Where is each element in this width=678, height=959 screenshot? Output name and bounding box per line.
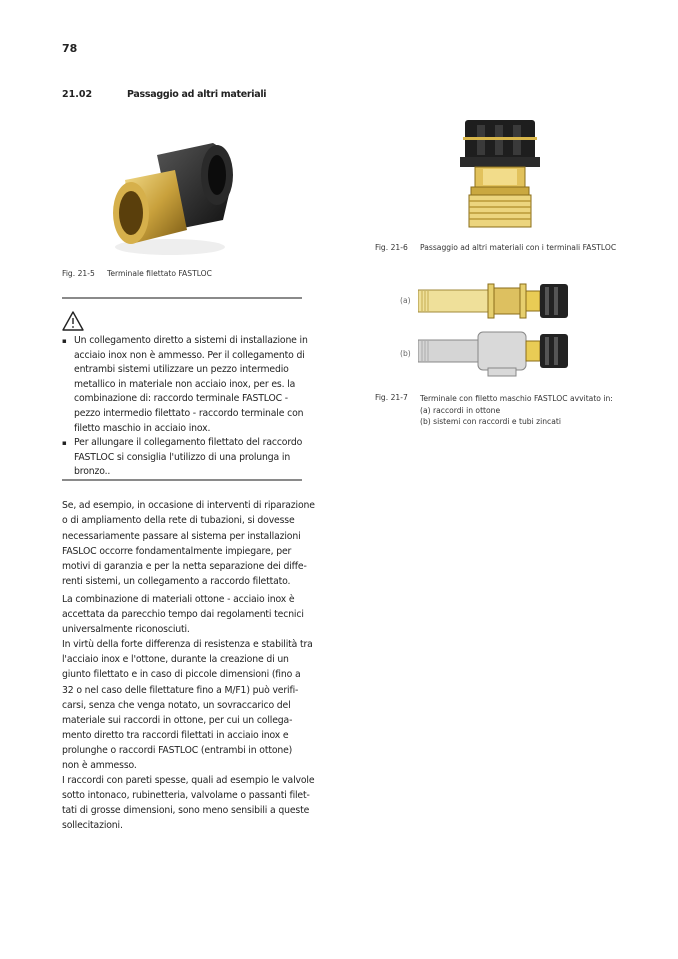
fig-21-7-caption <box>420 393 613 428</box>
text-line: prolunghe o raccordi FASTLOC (entrambi in ottone) <box>62 744 293 756</box>
fastloc-fitting-image <box>95 135 240 260</box>
text-line: combinazione di: raccordo terminale FASTLOC - <box>74 393 289 405</box>
text-line: motivi di garanzia e per la netta separazione dei diffe- <box>62 561 307 573</box>
text-line: ▪ Per allungare il collegamento filettato del raccordo <box>74 437 303 449</box>
section-number: 21.02 <box>62 89 93 100</box>
divider <box>62 479 302 481</box>
fig-21-5-caption: Terminale filettato FASTLOC <box>107 269 212 278</box>
text-line: pezzo intermedio filettato - raccordo terminale con <box>74 407 304 419</box>
marker-a: (a) <box>400 296 411 305</box>
caption-line: (b) sistemi con raccordi e tubi zincati <box>420 417 561 426</box>
text-line: acciaio inox non è ammesso. Per il collegamento di <box>74 349 305 361</box>
marker-b: (b) <box>400 349 411 358</box>
text-line: accettata da parecchio tempo dai regolamenti tecnici <box>62 609 304 621</box>
text-line: In virtù della forte differenza di resistenza e stabilità tra <box>62 639 313 651</box>
text-line: giunto filettato e in caso di piccole dimensioni (fino a <box>62 669 301 681</box>
text-line: FASTLOC si consiglia l'utilizzo di una prolunga in <box>74 451 291 463</box>
text-line: bronzo.. <box>74 466 111 478</box>
warning-list <box>62 334 308 480</box>
section-title: Passaggio ad altri materiali <box>127 89 267 100</box>
warning-bullet <box>62 436 308 480</box>
page-number: 78 <box>62 42 78 55</box>
text-line: Se, ad esempio, in occasione di interventi di riparazione <box>62 500 315 511</box>
fastloc-assembly-drawing <box>418 282 573 382</box>
text-line: 32 o nel caso delle filettature fino a M/F1) può verifi- <box>62 684 299 696</box>
text-line: mento diretto tra raccordi filettati in acciaio inox e <box>62 729 289 741</box>
divider <box>62 297 302 299</box>
text-line: sollecitazioni. <box>62 820 123 832</box>
fastloc-terminal-drawing <box>455 115 545 235</box>
text-line: filetto maschio in acciaio inox. <box>74 422 211 434</box>
warning-bullet <box>62 334 308 436</box>
fig-21-6-caption: Passaggio ad altri materiali con i terminali FASTLOC <box>420 243 617 252</box>
text-line: l'acciaio inox e l'ottone, durante la creazione di un <box>62 654 289 666</box>
text-line: carsi, senza che venga notato, un sovraccarico del <box>62 699 291 711</box>
text-line: I raccordi con pareti spesse, quali ad esempio le valvole <box>62 775 315 787</box>
text-line: renti sistemi, un collegamento a raccordo filettato. <box>62 576 291 588</box>
text-line: tati di grosse dimensioni, sono meno sensibili a queste <box>62 805 310 817</box>
text-line: La combinazione di materiali ottone - acciaio inox è <box>62 594 295 605</box>
text-line: necessariamente passare al sistema per installazioni <box>62 530 301 542</box>
fig-21-7-label: Fig. 21-7 <box>375 393 408 402</box>
text-line: entrambi sistemi utilizzare un pezzo intermedio <box>74 364 289 376</box>
text-line: metallico in materiale non acciaio inox, per es. la <box>74 378 296 390</box>
text-line: universalmente riconosciuti. <box>62 624 190 636</box>
paragraph-2 <box>62 592 314 834</box>
text-line: non è ammesso. <box>62 760 137 772</box>
caption-line: (a) raccordi in ottone <box>420 405 501 415</box>
text-line: FASLOC occorre fondamentalmente impiegare, per <box>62 545 292 557</box>
fig-21-5-label: Fig. 21-5 <box>62 269 95 278</box>
text-line: o di ampliamento della rete di tubazioni, si dovesse <box>62 515 295 527</box>
fig-21-6-label: Fig. 21-6 <box>375 243 408 252</box>
text-line: ▪ Un collegamento diretto a sistemi di installazione in <box>74 335 308 346</box>
caption-line: Terminale con filetto maschio FASTLOC avvitato in: <box>420 394 613 403</box>
paragraph-1 <box>62 498 315 590</box>
text-line: materiale sui raccordi in ottone, per cui un collega- <box>62 714 293 726</box>
text-line: sotto intonaco, rubinetteria, valvolame o passanti filet- <box>62 790 310 802</box>
warning-icon <box>62 311 84 331</box>
